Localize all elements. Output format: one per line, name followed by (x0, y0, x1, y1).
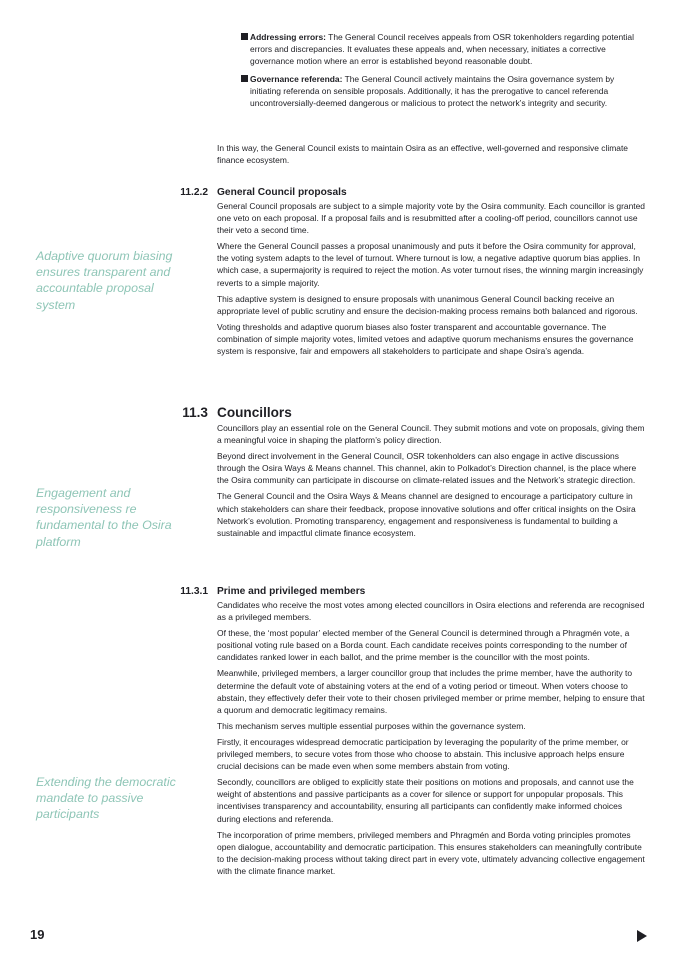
bullet-item (241, 31, 645, 67)
bullet-label: Governance referenda: (250, 74, 343, 85)
section-11-3-1-body (217, 599, 645, 877)
paragraph: Beyond direct involvement in the General Council, OSR tokenholders can also engage in active discussions through the Osira Ways & Means channel. This channel, akin to Polkadot’s Direction channel, is the place where the Osira community can participate in discourse on climate-related issues and the Network’s strategic direction. (217, 451, 637, 486)
paragraph: Voting thresholds and adaptive quorum biases also foster transparent and accountable governance. The combination of simple majority votes, limited vetoes and adaptive quorum mechanisms ensures the governance system is responsive, fair and empowers all stakeholders to participate and shape Osira’s agenda. (217, 321, 634, 357)
side-note: Adaptive quorum biasing ensures transparent and accountable proposal system (36, 249, 173, 312)
paragraph: Where the General Council passes a proposal unanimously and puts it before the Osira community for approval, the voting system adapts to the level of turnout. Where turnout is low, a negative adaptive quorum bias applies. In which case, a supermajority is required to reject the motion. As voter turnout rises, the winning margin increasingly reverts to a simple majority. (217, 241, 644, 288)
paragraph: The General Council and the Osira Ways & Means channel are designed to encourage a participatory culture in which stakeholders can share their feedback, propose innovative solutions and offer critical insights on the Osira Network’s evolution. Promoting transparency, engagement and responsiveness is fundamental to building a sustainable and impactful climate finance ecosystem. (217, 491, 636, 538)
side-note: Engagement and responsiveness re fundamental to the Osira platform (36, 486, 172, 549)
paragraph: The incorporation of prime members, privileged members and Phragmén and Borda voting principles promotes open dialogue, accountability and democratic participation. This ensures stakeholders can meaningfully contribute to the decision-making process without taking direct part in every vote, ultimately advancing collective engagement with the climate finance market. (217, 829, 645, 876)
section-number: 11.3.1 (180, 586, 208, 597)
side-note: Extending the democratic mandate to passive participants (36, 775, 176, 822)
section-number: 11.2.2 (180, 187, 208, 198)
section-number: 11.3 (182, 405, 208, 420)
paragraph: Of these, the ‘most popular’ elected member of the General Council is determined through a Phragmén vote, a positional voting rule based on a Borda count. Each candidate receives points corresponding to the number of candidates ranked lower in each ballot, and the prime member is the councillor with the most points. (217, 628, 630, 663)
bullet-text: The General Council actively maintains the Osira governance system by initiating referenda on sensible proposals. Additionally, it has the prerogative to cancel referenda uncontroversially-deemed dangerous or malicious to protect the network’s integrity and security. (250, 74, 615, 109)
paragraph: Candidates who receive the most votes among elected councillors in Osira elections and referenda are recognised as a privileged members. (217, 600, 645, 623)
bullet-text: The General Council receives appeals from OSR tokenholders regarding potential errors and discrepancies. It evaluates these appeals and, when necessary, initiates a corrective governance motion where an error is established beyond reasonable doubt. (250, 32, 634, 67)
bullet-label: Addressing errors: (250, 32, 326, 42)
section-11-3-body (217, 422, 645, 539)
paragraph: This mechanism serves multiple essential purposes within the governance system. (217, 720, 526, 731)
section-title: Councillors (217, 405, 292, 420)
paragraph: General Council proposals are subject to a simple majority vote by the Osira community. Each councillor is granted one veto on each proposal. If a proposal fails and is resubmitted after a cooling-off period, councillors cannot use their veto a second time. (217, 201, 646, 236)
paragraph: Councillors play an essential role on the General Council. They submit motions and vote on proposals, giving them a meaningful voice in shaping the platform’s policy direction. (217, 423, 645, 446)
paragraph: Firstly, it encourages widespread democratic participation by leveraging the popularity of the prime member, or privileged members, to secure votes from those who choose to abstain. This inclusive approach helps ensure crucial decisions can be made even when some members abstain from voting. (217, 736, 629, 772)
square-bullet-icon (241, 33, 248, 40)
next-page-arrow-icon[interactable] (637, 930, 647, 942)
square-bullet-icon (241, 75, 248, 82)
page-number: 19 (30, 927, 45, 942)
bullet-item (241, 73, 645, 109)
section-title: General Council proposals (217, 187, 347, 198)
governance-bullet-list (241, 31, 645, 116)
paragraph: This adaptive system is designed to ensure proposals with unanimous General Council backing receive an appropriate level of public scrutiny and ensure the decision-making process remains both balanced and rigorous. (217, 293, 638, 316)
paragraph: Secondly, councillors are obliged to explicitly state their positions on motions and proposals, and cannot use the weight of abstentions and passive participants as a cover for silence or support for unpopular proposals. This incentivises transparency and accountability, ensuring all participants can confidently make informed choices during elections and referenda. (217, 777, 634, 824)
intro-closing-paragraph: In this way, the General Council exists to maintain Osira as an effective, well-governed and responsive climate finance ecosystem. (217, 143, 628, 166)
section-11-2-2-body (217, 200, 645, 357)
paragraph: Meanwhile, privileged members, a larger councillor group that includes the prime member, have the authority to determine the default vote of abstaining voters at the end of a voting period or timeout. When voters choose to abstain, they effectively defer their vote to their chosen privileged member or prime member, helping to ensure that a quorum and democratic legitimacy remains. (217, 668, 645, 715)
section-title: Prime and privileged members (217, 586, 366, 597)
